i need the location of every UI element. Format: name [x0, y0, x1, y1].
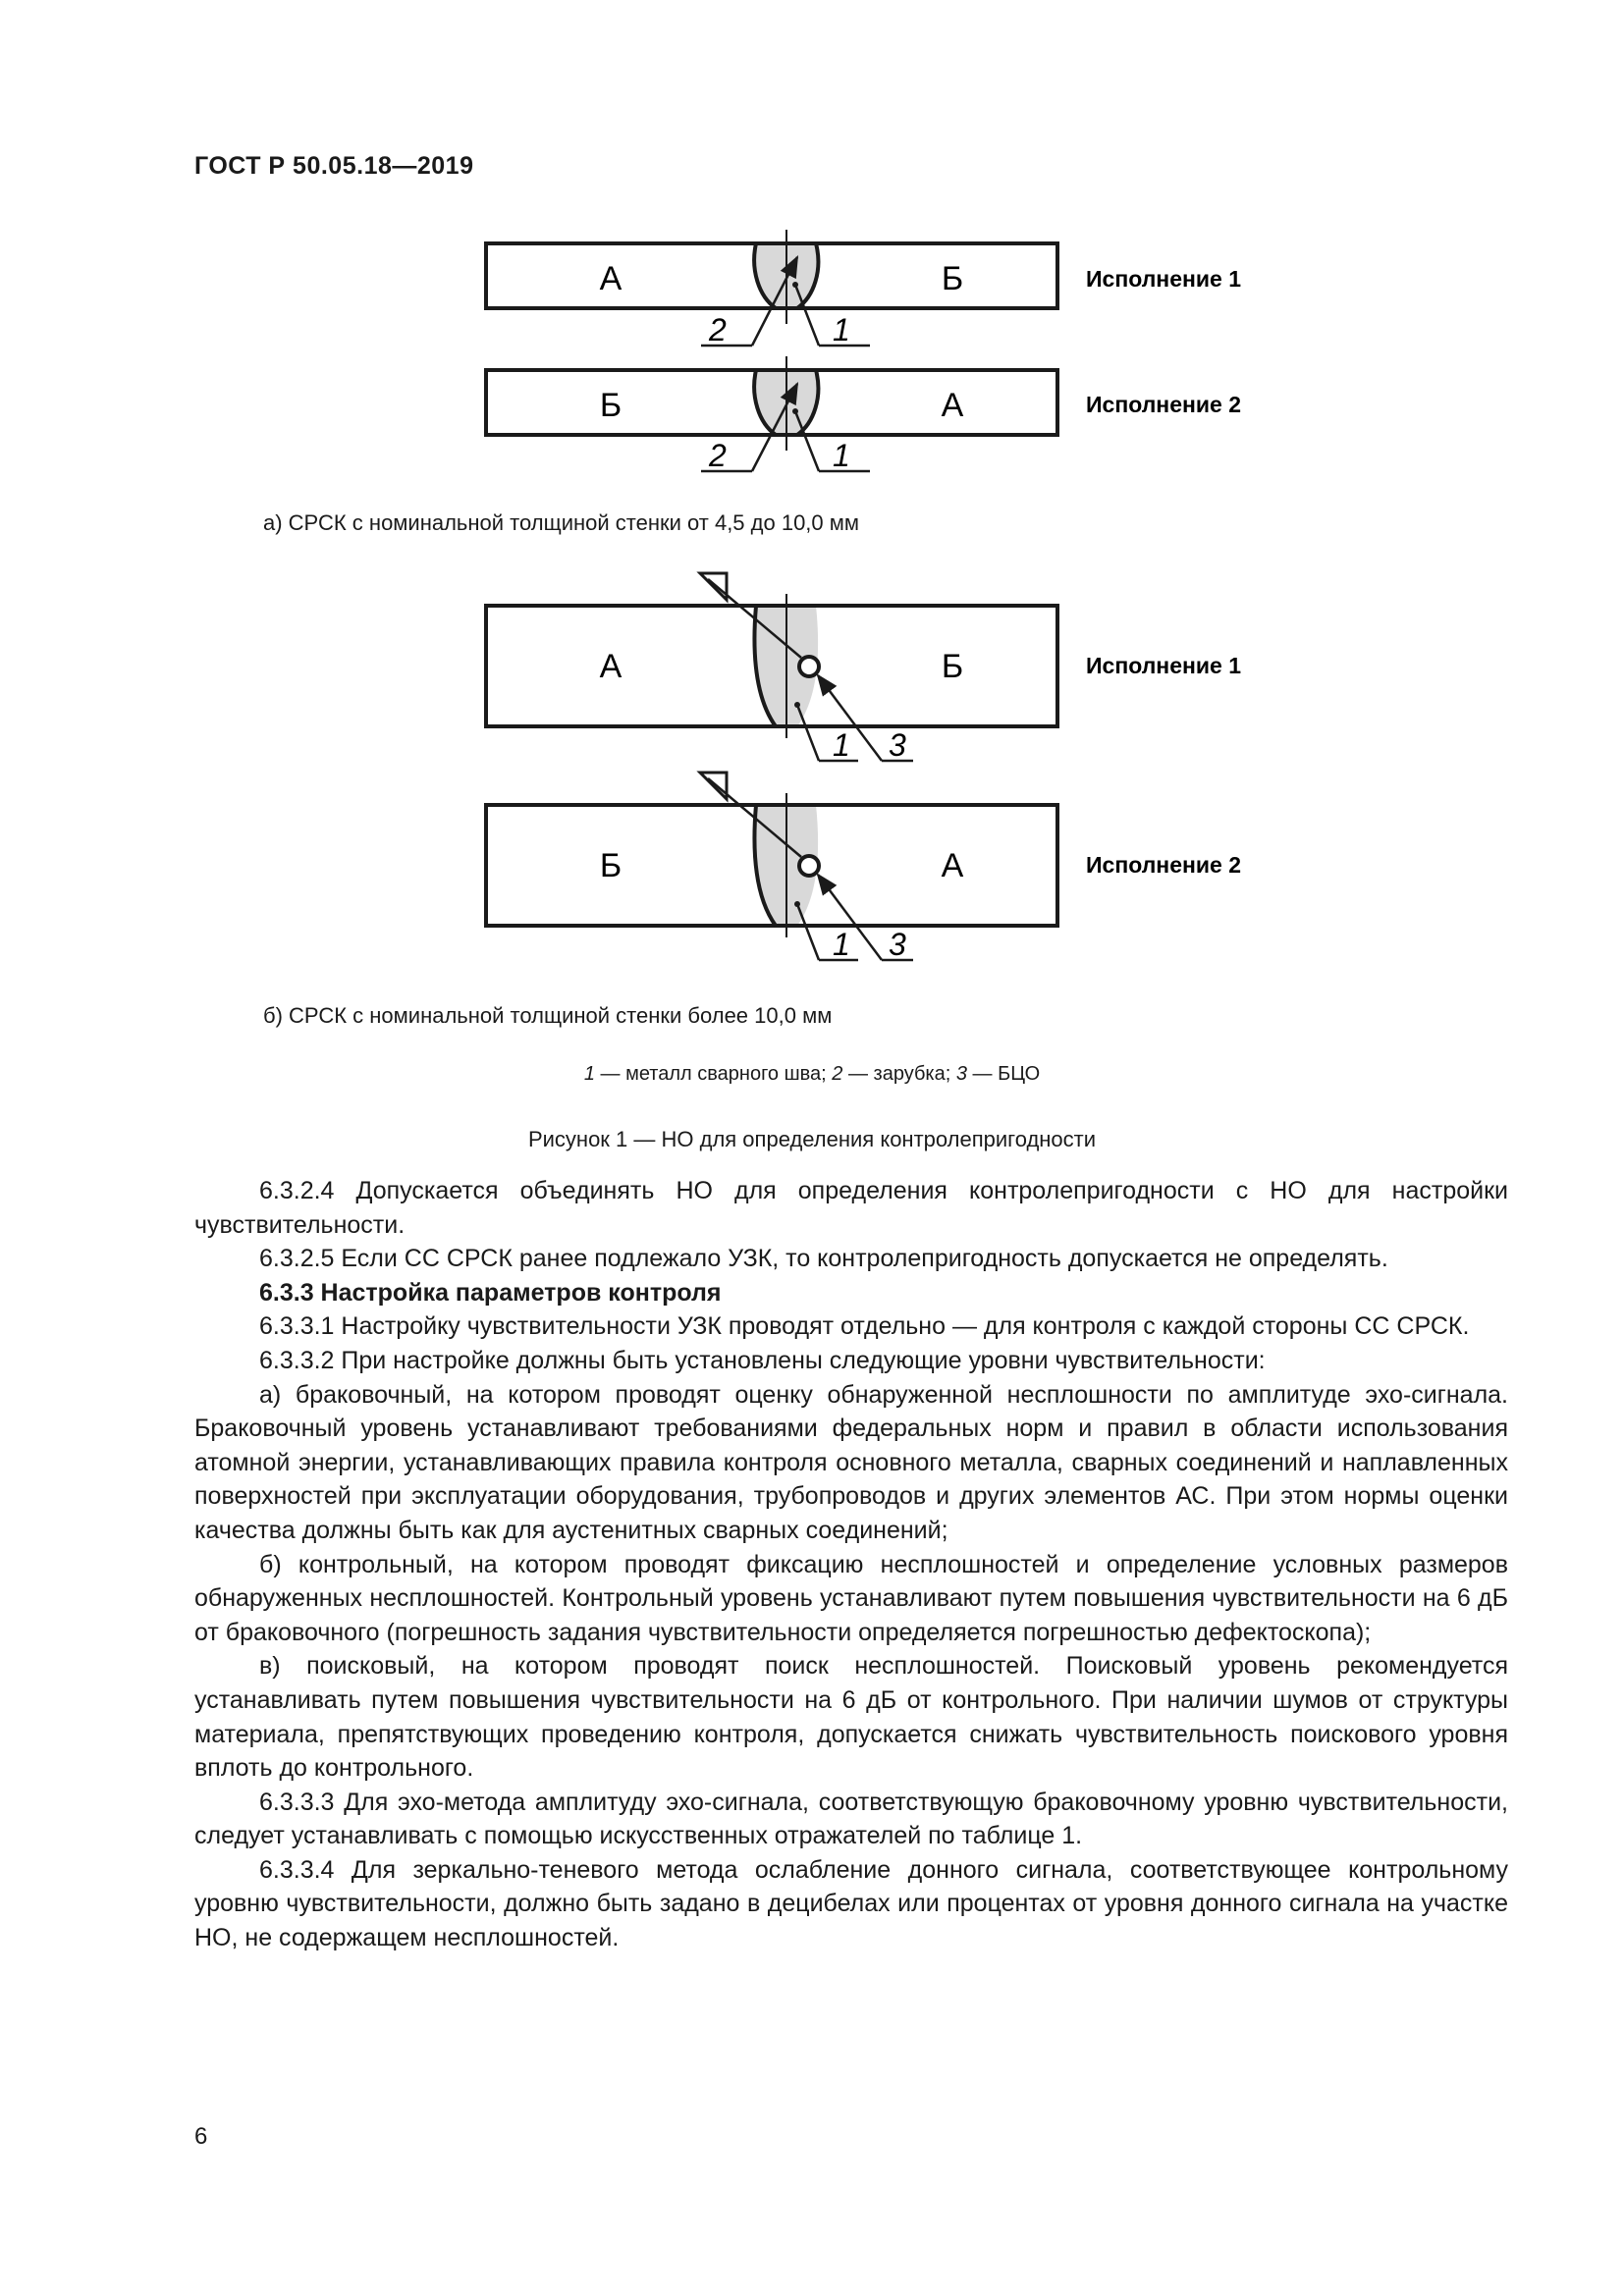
zone-label-a: А — [599, 260, 623, 297]
variant-label: Исполнение 2 — [1086, 392, 1241, 417]
figure-b-variant-1 — [486, 573, 1241, 763]
callout-1: 1 — [833, 927, 850, 962]
legend-text-1: — металл сварного шва; — [594, 1063, 833, 1085]
figure-title: Рисунок 1 — НО для определения контролепригодности — [527, 1127, 1097, 1151]
leader-1 — [797, 904, 819, 960]
paragraph: 6.3.3.2 При настройке должны быть установлены следующие уровни чувствительности: — [259, 1346, 1266, 1374]
paragraph: 6.3.2.5 Если СС СРСК ранее подлежало УЗК, то контролепригодность допускается не определять. — [259, 1245, 1388, 1273]
callout-1: 1 — [833, 438, 850, 473]
zone-label-b: Б — [599, 387, 623, 424]
legend-num-1: 1 — [583, 1063, 595, 1085]
paragraph: 6.3.3.1 Настройку чувствительности УЗК проводят отдельно — для контроля с каждой стороны СС СРСК. — [259, 1312, 1470, 1341]
legend-text-2: — зарубка; — [842, 1063, 956, 1085]
legend-num-2: 2 — [832, 1063, 843, 1085]
callout-1: 1 — [833, 727, 850, 763]
variant-label: Исполнение 1 — [1086, 266, 1241, 292]
figure-a-variant-1 — [486, 230, 1241, 347]
paragraph: 6.3.3.3 Для эхо-метода амплитуду эхо-сигнала, соответствующую браковочному уровню чувствительности, следует устанавливать с помощью искусственных отражателей по таблице 1. — [194, 1788, 1508, 1850]
figure-caption-b: б) СРСК с номинальной толщиной стенки более 10,0 мм — [263, 1003, 833, 1028]
figure-a-variant-2 — [486, 356, 1241, 473]
callout-3: 3 — [889, 727, 906, 763]
callout-3: 3 — [889, 927, 906, 962]
callout-2: 2 — [709, 438, 727, 473]
zone-label-b: Б — [941, 260, 964, 297]
paragraph: 6.3.3.4 Для зеркально-теневого метода ослабление донного сигнала, соответствующее контрольному уровню чувствительности, должно быть задано в децибелах или процентах от уровня донного сигнала на участке НО, не содержащем несплошностей. — [194, 1855, 1508, 1952]
probe-triangle — [700, 573, 727, 600]
side-drilled-hole — [799, 657, 819, 676]
probe-triangle — [700, 773, 727, 799]
leader-1 — [797, 705, 819, 761]
section-heading: 6.3.3 Настройка параметров контроля — [259, 1278, 722, 1307]
figure-1-drawing — [0, 0, 1624, 1080]
leader-1-dot — [794, 901, 800, 907]
leader-1-dot — [792, 282, 798, 288]
paragraph: а) браковочный, на котором проводят оценку обнаруженной несплошности по амплитуде эхо-сигнала. Браковочный уровень устанавливают требованиями федеральных норм и правил в области использования атомной энергии, устанавливающих правила контроля основного металла, сварных соединений и наплавленных поверхностей при эксплуатации оборудования, трубопроводов и других элементов АС. При этом нормы оценки качества должны быть как для аустенитных сварных соединений; — [194, 1380, 1508, 1544]
body-text — [194, 1174, 1508, 1955]
side-drilled-hole — [799, 856, 819, 876]
document-header: ГОСТ Р 50.05.18—2019 — [194, 152, 474, 180]
paragraph: б) контрольный, на котором проводят фиксацию несплошностей и определение условных размеров обнаруженных несплошностей. Контрольный уровень устанавливают путем повышения чувствительности на 6 дБ от браковочного (погрешность задания чувствительности определяется погрешностью дефектоскопа); — [194, 1550, 1508, 1646]
leader-1-dot — [792, 408, 798, 414]
zone-label-a: А — [599, 648, 623, 685]
leader-1-dot — [794, 702, 800, 708]
legend-num-3: 3 — [955, 1063, 967, 1085]
figure-b-variant-2 — [486, 773, 1241, 962]
zone-label-b: Б — [599, 847, 623, 884]
zone-label-a: А — [941, 387, 964, 424]
callout-1: 1 — [833, 312, 850, 347]
paragraph: 6.3.2.4 Допускается объединять НО для определения контролепригодности с НО для настройки чувствительности. — [194, 1177, 1508, 1239]
variant-label: Исполнение 2 — [1086, 852, 1241, 878]
legend-text-3: — БЦО — [966, 1063, 1041, 1085]
variant-label: Исполнение 1 — [1086, 653, 1241, 678]
figure-legend — [0, 1063, 1624, 1086]
callout-2: 2 — [709, 312, 727, 347]
zone-label-b: Б — [941, 648, 964, 685]
figure-caption-a: а) СРСК с номинальной толщиной стенки от 4,5 до 10,0 мм — [263, 510, 860, 535]
page-number: 6 — [194, 2123, 208, 2150]
paragraph: в) поисковый, на котором проводят поиск несплошностей. Поисковый уровень рекомендуется устанавливать путем повышения чувствительности на 6 дБ от контрольного. При наличии шумов от структуры материала, препятствующих проведению контроля, допускается снижать чувствительность поискового уровня вплоть до контрольного. — [194, 1652, 1508, 1783]
zone-label-a: А — [941, 847, 964, 884]
